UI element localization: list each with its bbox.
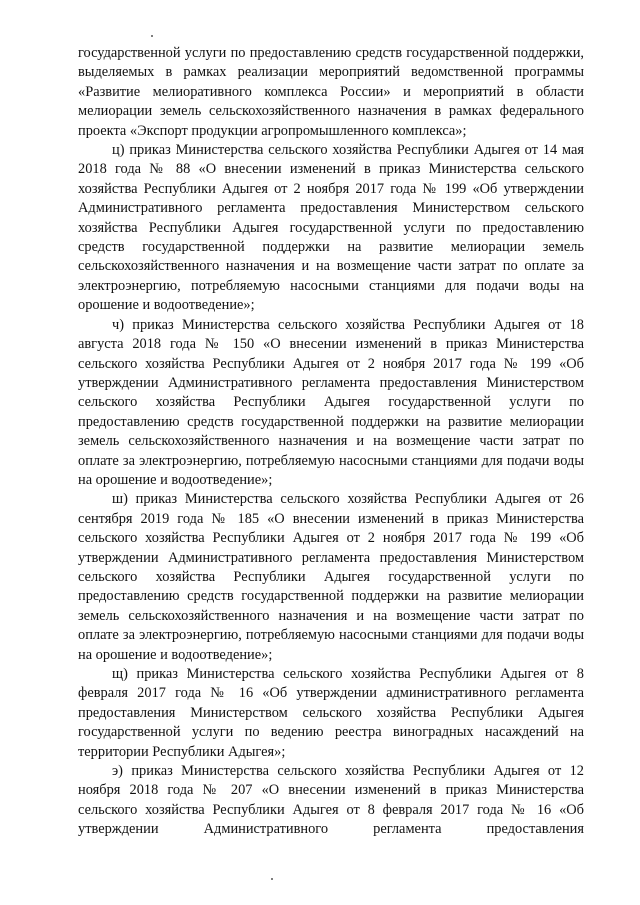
paragraph-item-e: э) приказ Министерства сельского хозяйства Республики Адыгея от 12 ноября 2018 года № 207 «О внесении изменений в приказ Министерства сельского хозяйства Республики Адыгея от 8 февраля 2017 года № 16 «Об утверждении Административного регламента предоставления: [78, 763, 584, 838]
paragraph-item-shch: щ) приказ Министерства сельского хозяйства Республики Адыгея от 8 февраля 2017 года № 16 «Об утверждении административного регламента предоставления Министерством сельского хозяйства Республики Адыгея государственной услуги по ведению реестра виноградных насаждений на территории Республики Адыгея»;: [78, 666, 584, 760]
scan-speck-top: [151, 35, 153, 37]
paragraph-item-ts: ц) приказ Министерства сельского хозяйства Республики Адыгея от 14 мая 2018 года № 88 «О внесении изменений в приказ Министерства сельского хозяйства Республики Адыгея от 2 ноября 2017 года № 199 «Об утверждении Административного регламента предоставления Министерством сельского хозяйства Республики Адыгея государственной услуги по предоставлению средств государственной поддержки на развитие мелиорации земель сельскохозяйственного назначения и на возмещение части затрат по оплате за электроэнергию, потребляемую насосными станциями для подачи воды на орошение и водоотведение»;: [78, 142, 584, 314]
paragraph-item-sh: ш) приказ Министерства сельского хозяйства Республики Адыгея от 26 сентября 2019 года № 185 «О внесении изменений в приказ Министерства сельского хозяйства Республики Адыгея от 2 ноября 2017 года № 199 «Об утверждении Административного регламента предоставления Министерством сельского хозяйства Республики Адыгея государственной услуги по предоставлению средств государственной поддержки на развитие мелиорации земель сельскохозяйственного назначения и на возмещение части затрат по оплате за электроэнергию, потребляемую насосными станциями для подачи воды на орошение и водоотведение»;: [78, 491, 584, 663]
document-page: [78, 44, 584, 840]
paragraph-continuation: государственной услуги по предоставлению средств государственной поддержки, выделяемых в рамках реализации мероприятий ведомственной программы «Развитие мелиоративного комплекса России» и мероприятий в области мелиорации земель сельскохозяйственного назначения в рамках федерального проекта «Экспорт продукции агропромышленного комплекса»;: [78, 45, 584, 139]
scan-speck-bottom: [271, 878, 273, 880]
paragraph-item-ch: ч) приказ Министерства сельского хозяйства Республики Адыгея от 18 августа 2018 года № 150 «О внесении изменений в приказ Министерства сельского хозяйства Республики Адыгея от 2 ноября 2017 года № 199 «Об утверждении Административного регламента предоставления Министерством сельского хозяйства Республики Адыгея государственной услуги по предоставлению средств государственной поддержки на развитие мелиорации земель сельскохозяйственного назначения и на возмещение части затрат по оплате за электроэнергию, потребляемую насосными станциями для подачи воды на орошение и водоотведение»;: [78, 316, 584, 488]
